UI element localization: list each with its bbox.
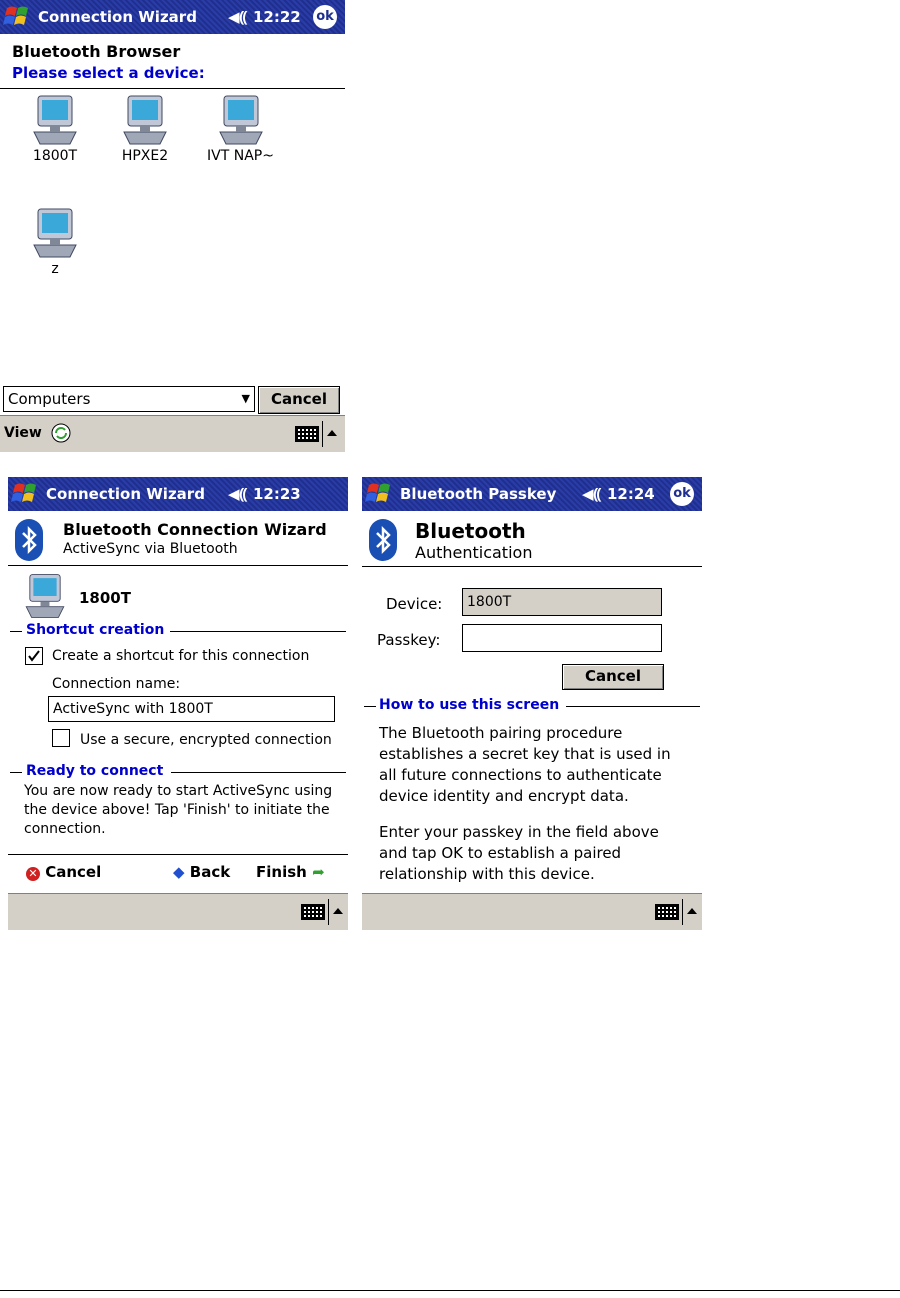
shortcut-group-heading: Shortcut creation	[26, 622, 165, 638]
keyboard-key	[310, 433, 312, 435]
passkey-label: Passkey:	[377, 631, 441, 649]
device-item-z[interactable]	[25, 205, 85, 305]
finish-label: Finish	[256, 863, 307, 881]
keyboard-key	[674, 915, 676, 917]
help-text-1: The Bluetooth pairing procedure establishes a secret key that is used in all future connections to authenticate device identity and encrypt data.	[379, 724, 671, 805]
header-divider	[8, 565, 348, 566]
secure-connection-checkbox[interactable]	[52, 729, 70, 747]
keyboard-key	[314, 433, 316, 435]
back-button[interactable]	[173, 863, 230, 881]
keyboard-key	[670, 915, 672, 917]
keyboard-key	[310, 429, 312, 431]
title-bar	[8, 477, 348, 511]
keyboard-key	[298, 433, 300, 435]
group-line	[10, 772, 22, 773]
speaker-icon[interactable]: ◀︎⸨	[228, 8, 248, 26]
keyboard-key	[666, 907, 668, 909]
connection-wizard-screen	[8, 477, 348, 930]
keyboard-key	[674, 911, 676, 913]
keyboard-key	[308, 907, 310, 909]
keyboard-key	[304, 907, 306, 909]
back-arrow-icon: ◆	[173, 863, 185, 881]
title-bar	[362, 477, 702, 511]
keyboard-key	[298, 437, 300, 439]
keyboard-key	[314, 429, 316, 431]
page-bottom-rule	[0, 1290, 900, 1291]
keyboard-key	[306, 437, 308, 439]
ready-group-heading: Ready to connect	[26, 763, 164, 779]
page-title: Bluetooth Connection Wizard	[63, 520, 327, 539]
dropdown-arrow-icon[interactable]: ▼	[241, 392, 250, 405]
create-shortcut-checkbox[interactable]	[25, 647, 43, 665]
computer-icon	[120, 92, 170, 148]
keyboard-key	[316, 911, 318, 913]
cancel-label: Cancel	[45, 863, 102, 881]
up-arrow-icon[interactable]	[687, 908, 697, 914]
cancel-button[interactable]: Cancel	[562, 664, 664, 690]
keyboard-key	[658, 911, 660, 913]
computer-icon	[20, 571, 70, 621]
separator	[322, 421, 323, 447]
keyboard-key	[302, 433, 304, 435]
group-line	[171, 772, 346, 773]
separator	[682, 899, 683, 925]
group-line	[170, 631, 346, 632]
keyboard-key	[316, 915, 318, 917]
device-type-select[interactable]	[3, 386, 255, 412]
keyboard-icon[interactable]	[655, 904, 679, 920]
cancel-button[interactable]: Cancel	[258, 386, 340, 414]
help-text-2: Enter your passkey in the field above and tap OK to establish a paired relationship with this device.	[379, 823, 659, 883]
keyboard-key	[658, 907, 660, 909]
computer-icon	[30, 205, 80, 261]
device-item-IVT-NAP[interactable]	[198, 92, 283, 192]
back-label: Back	[189, 863, 231, 881]
ok-button[interactable]: ok	[670, 482, 694, 506]
up-arrow-icon[interactable]	[333, 908, 343, 914]
device-name: 1800T	[79, 589, 131, 607]
clock[interactable]: 12:24	[607, 485, 655, 503]
command-bar	[362, 893, 702, 930]
command-bar	[8, 893, 348, 930]
keyboard-icon[interactable]	[295, 426, 319, 442]
keyboard-key	[666, 911, 668, 913]
create-shortcut-label[interactable]: Create a shortcut for this connection	[52, 648, 310, 664]
group-line	[364, 706, 376, 707]
keyboard-key	[302, 429, 304, 431]
page-subtitle: ActiveSync via Bluetooth	[63, 541, 238, 557]
connection-name-input[interactable]: ActiveSync with 1800T	[48, 696, 335, 722]
speaker-icon[interactable]: ◀︎⸨	[228, 485, 248, 503]
keyboard-key	[658, 915, 660, 917]
device-label: 1800T	[32, 148, 78, 164]
keyboard-key	[662, 907, 664, 909]
keyboard-key	[306, 429, 308, 431]
device-item-1800T[interactable]	[25, 92, 85, 192]
page-subtitle: Please select a device:	[12, 64, 205, 82]
window-title: Connection Wizard	[38, 8, 197, 26]
header-divider	[362, 566, 702, 567]
bluetooth-icon	[15, 519, 43, 561]
computer-icon	[30, 92, 80, 148]
page-subtitle: Authentication	[415, 543, 533, 562]
nav-divider	[8, 854, 348, 855]
device-label: IVT NAP~	[207, 148, 274, 164]
ok-button[interactable]: ok	[313, 5, 337, 29]
passkey-input[interactable]	[462, 624, 662, 652]
computer-icon	[216, 92, 266, 148]
select-value: Computers	[8, 390, 91, 408]
device-item-HPXE2[interactable]	[115, 92, 175, 192]
keyboard-key	[662, 911, 664, 913]
keyboard-key	[320, 907, 322, 909]
group-line	[10, 631, 22, 632]
device-label: z	[51, 261, 59, 277]
windows-logo-icon[interactable]	[365, 481, 393, 507]
speaker-icon[interactable]: ◀︎⸨	[582, 485, 602, 503]
title-bar	[0, 0, 345, 34]
checkmark-icon	[26, 648, 42, 664]
keyboard-key	[308, 911, 310, 913]
keyboard-key	[666, 915, 668, 917]
window-title: Bluetooth Passkey	[400, 485, 557, 503]
keyboard-key	[662, 915, 664, 917]
separator	[328, 899, 329, 925]
view-menu[interactable]: View	[4, 425, 42, 441]
bluetooth-passkey-screen	[362, 477, 702, 930]
keyboard-key	[310, 437, 312, 439]
header-divider	[0, 88, 345, 89]
window-title: Connection Wizard	[46, 485, 205, 503]
cancel-icon: ✕	[26, 867, 40, 881]
connection-name-label: Connection name:	[52, 676, 181, 692]
keyboard-key	[304, 915, 306, 917]
up-arrow-icon[interactable]	[327, 430, 337, 436]
device-field: 1800T	[462, 588, 662, 616]
clock[interactable]: 12:22	[253, 8, 301, 26]
keyboard-key	[674, 907, 676, 909]
keyboard-key	[308, 915, 310, 917]
bluetooth-browser-screen	[0, 0, 345, 452]
help-group-heading: How to use this screen	[379, 697, 560, 713]
keyboard-key	[312, 907, 314, 909]
ready-text: You are now ready to start ActiveSync using the device above! Tap 'Finish' to initiate the connection.	[24, 783, 333, 837]
keyboard-key	[306, 433, 308, 435]
keyboard-key	[312, 911, 314, 913]
page-title: Bluetooth Browser	[12, 42, 181, 61]
command-bar	[0, 415, 345, 452]
clock[interactable]: 12:23	[253, 485, 301, 503]
refresh-icon[interactable]	[50, 422, 72, 444]
secure-connection-label[interactable]: Use a secure, encrypted connection	[80, 732, 332, 748]
keyboard-key	[316, 907, 318, 909]
device-label: Device:	[386, 595, 443, 613]
keyboard-key	[312, 915, 314, 917]
device-label: HPXE2	[121, 148, 169, 164]
finish-arrow-icon: ➦	[312, 863, 325, 881]
windows-logo-icon[interactable]	[11, 481, 39, 507]
keyboard-key	[298, 429, 300, 431]
keyboard-key	[670, 911, 672, 913]
bluetooth-icon	[369, 519, 397, 561]
windows-logo-icon[interactable]	[3, 4, 31, 30]
keyboard-key	[320, 911, 322, 913]
keyboard-key	[314, 437, 316, 439]
cancel-button[interactable]	[26, 863, 101, 881]
group-line	[566, 706, 700, 707]
page-title: Bluetooth	[415, 519, 526, 543]
keyboard-key	[302, 437, 304, 439]
keyboard-key	[320, 915, 322, 917]
finish-button[interactable]	[256, 863, 325, 881]
keyboard-key	[670, 907, 672, 909]
keyboard-key	[304, 911, 306, 913]
keyboard-icon[interactable]	[301, 904, 325, 920]
